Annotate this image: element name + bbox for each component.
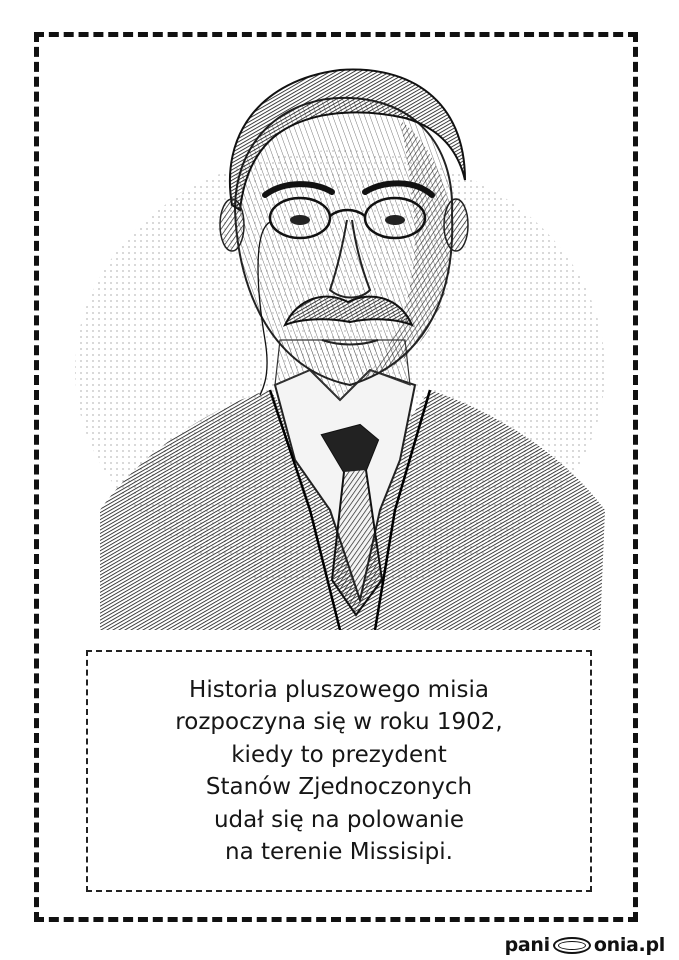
- caption-line-6: na terenie Missisipi.: [225, 839, 453, 865]
- engraved-portrait: [60, 40, 620, 630]
- caption-line-4: Stanów Zjednoczonych: [205, 774, 473, 800]
- caption-line-2: rozpoczyna się w roku 1902,: [175, 709, 503, 735]
- caption-line-3: kiedy to prezydent: [231, 741, 447, 768]
- caption-box: [86, 650, 592, 892]
- caption-line-1: Historia pluszowego misia: [189, 676, 489, 703]
- caption-line-5: udał się na polowanie: [213, 806, 465, 833]
- caption-text: [175, 674, 502, 869]
- logo-m-emblem-icon: [553, 937, 591, 954]
- logo-text-right: onia.pl: [593, 934, 665, 956]
- logo-text-left: pani: [504, 934, 550, 956]
- site-logo: [505, 934, 665, 956]
